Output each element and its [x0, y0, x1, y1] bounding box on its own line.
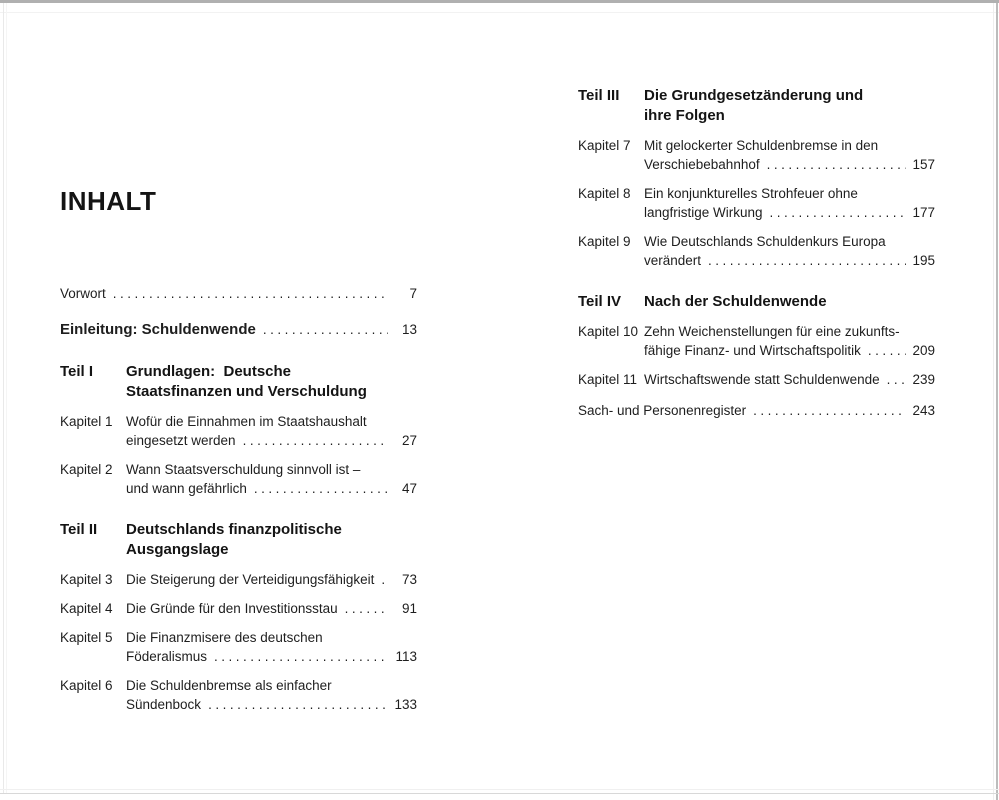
- page-number: 157: [912, 157, 935, 172]
- dot-leader: [868, 341, 906, 360]
- dot-leader: [243, 431, 388, 450]
- chapter-title-line: Wofür die Einnahmen im Staatshaushalt: [126, 414, 367, 429]
- part-heading: [126, 520, 417, 560]
- toc-line: [644, 155, 935, 174]
- toc-part: [60, 520, 417, 560]
- chapter-label: Kapitel 5: [60, 630, 113, 645]
- chapter-title-line: Mit gelockerter Schuldenbremse in den: [644, 138, 879, 153]
- toc-chapter: [578, 232, 935, 270]
- chapter-label: Kapitel 3: [60, 572, 113, 587]
- toc-chapter: [578, 184, 935, 222]
- toc-column-left: [60, 186, 417, 724]
- toc-line: [126, 431, 417, 450]
- chapter-body: [126, 460, 417, 498]
- dot-leader: [214, 647, 388, 666]
- entry-title: Einleitung: Schuldenwende: [60, 321, 256, 338]
- part-heading-line: Nach der Schuldenwende: [644, 293, 827, 310]
- chapter-label: Kapitel 1: [60, 414, 113, 429]
- chapter-title-line: Wie Deutschlands Schuldenkurs Europa: [644, 234, 886, 249]
- chapter-title-line: Die Finanzmisere des deutschen: [126, 630, 323, 645]
- page-number: 209: [912, 343, 935, 358]
- entry-title: Wirtschaftswende statt Schuldenwende: [644, 372, 880, 387]
- toc-line: [644, 341, 935, 360]
- toc-chapter: [60, 570, 417, 589]
- frame-top-inner-edge: [0, 12, 999, 13]
- dot-leader: [708, 251, 906, 270]
- entry-title: Sündenbock: [126, 697, 202, 712]
- page-number: 113: [395, 649, 417, 664]
- page-number: 239: [912, 372, 935, 387]
- dot-leader: [767, 155, 906, 174]
- chapter-label: Kapitel 10: [578, 324, 639, 339]
- toc-chapter: [60, 628, 417, 666]
- toc-line: [644, 370, 935, 389]
- entry-title: Verschiebebahnhof: [644, 157, 760, 172]
- chapter-title-line: Ein konjunkturelles Strohfeuer ohne: [644, 186, 858, 201]
- toc-line: [126, 599, 417, 618]
- toc-line: [126, 647, 417, 666]
- chapter-label: Kapitel 9: [578, 234, 631, 249]
- toc-chapter: [60, 676, 417, 714]
- dot-leader: [753, 401, 906, 420]
- dot-leader: [254, 479, 388, 498]
- entry-title: Die Steigerung der Verteidigungsfähigkeit: [126, 572, 375, 587]
- frame-right-edge: [996, 3, 998, 800]
- toc-chapter: [578, 370, 935, 389]
- dot-leader: [381, 570, 388, 589]
- toc-line: [126, 695, 417, 714]
- dot-leader: [113, 284, 388, 303]
- chapter-body: [126, 628, 417, 666]
- chapter-label: Kapitel 4: [60, 601, 113, 616]
- chapter-label: Kapitel 6: [60, 678, 113, 693]
- part-heading-line: Ausgangslage: [126, 541, 229, 558]
- chapter-body: [644, 370, 935, 389]
- chapter-label: Kapitel 11: [578, 372, 638, 387]
- toc-entry: [578, 401, 935, 420]
- page-title: INHALT: [60, 186, 157, 216]
- page-number: 7: [409, 286, 417, 301]
- chapter-body: [644, 136, 935, 174]
- entry-title: Sach- und Personenregister: [578, 403, 747, 418]
- part-heading: [126, 362, 417, 402]
- part-heading: [644, 86, 935, 126]
- toc-line: [644, 203, 935, 222]
- part-heading: [644, 292, 935, 312]
- page-number: 195: [912, 253, 935, 268]
- chapter-body: [644, 232, 935, 270]
- chapter-title-line: Zehn Weichenstellungen für eine zukunfts-: [644, 324, 900, 339]
- toc-line: [126, 570, 417, 589]
- frame-top-edge: [0, 0, 999, 3]
- toc-line: [578, 401, 935, 420]
- entry-title: Die Gründe für den Investitionsstau: [126, 601, 338, 616]
- page-number: 177: [912, 205, 935, 220]
- frame-right-inner-edge: [993, 3, 994, 800]
- entry-title: langfristige Wirkung: [644, 205, 763, 220]
- entry-title: verändert: [644, 253, 702, 268]
- toc-column-right: [578, 86, 935, 437]
- frame-left-edge: [3, 3, 4, 794]
- part-heading-line: Die Grundgesetzänderung und: [644, 87, 864, 104]
- toc-chapter: [578, 322, 935, 360]
- toc-chapter: [60, 412, 417, 450]
- entry-title: Föderalismus: [126, 649, 208, 664]
- dot-leader: [208, 695, 388, 714]
- page-number: 243: [912, 403, 935, 418]
- part-heading-line: Grundlagen: Deutsche: [126, 363, 292, 380]
- chapter-body: [126, 676, 417, 714]
- toc-entry: [60, 284, 417, 303]
- dot-leader: [263, 320, 388, 339]
- toc-part: [60, 362, 417, 402]
- toc-line: [60, 284, 417, 303]
- part-heading-line: Deutschlands finanzpolitische: [126, 521, 342, 538]
- page-number: 73: [401, 572, 417, 587]
- entry-title: und wann gefährlich: [126, 481, 247, 496]
- toc-line: [60, 320, 417, 340]
- dot-leader: [770, 203, 906, 222]
- chapter-label: Kapitel 2: [60, 462, 113, 477]
- chapter-body: [126, 412, 417, 450]
- chapter-title-line: Wann Staatsverschuldung sinnvoll ist –: [126, 462, 361, 477]
- chapter-body: [126, 570, 417, 589]
- toc-entry: [60, 320, 417, 340]
- dot-leader: [887, 370, 906, 389]
- toc-chapter: [60, 460, 417, 498]
- page-number: 13: [401, 322, 417, 337]
- chapter-title-line: Die Schuldenbremse als einfacher: [126, 678, 332, 693]
- toc-line: [126, 479, 417, 498]
- part-label: Teil III: [578, 87, 620, 104]
- entry-title: fähige Finanz- und Wirtschaftspolitik: [644, 343, 861, 358]
- chapter-body: [644, 322, 935, 360]
- page-number: 91: [401, 601, 417, 616]
- frame-bottom-inner-edge: [0, 789, 999, 790]
- frame-left-inner-edge: [6, 3, 7, 794]
- chapter-label: Kapitel 7: [578, 138, 631, 153]
- toc-chapter: [60, 599, 417, 618]
- part-heading-line: ihre Folgen: [644, 107, 725, 124]
- part-label: Teil IV: [578, 293, 622, 310]
- part-heading-line: Staatsfinanzen und Verschuldung: [126, 383, 367, 400]
- toc-chapter: [578, 136, 935, 174]
- dot-leader: [345, 599, 388, 618]
- entry-title: eingesetzt werden: [126, 433, 236, 448]
- page-number: 47: [401, 481, 417, 496]
- chapter-label: Kapitel 8: [578, 186, 631, 201]
- page-number: 27: [401, 433, 417, 448]
- chapter-body: [126, 599, 417, 618]
- chapter-body: [644, 184, 935, 222]
- toc-part: [578, 86, 935, 126]
- page-number: 133: [394, 697, 417, 712]
- entry-title: Vorwort: [60, 286, 106, 301]
- toc-part: [578, 292, 935, 312]
- part-label: Teil I: [60, 363, 94, 380]
- part-label: Teil II: [60, 521, 98, 538]
- toc-line: [644, 251, 935, 270]
- frame-bottom-edge: [0, 793, 999, 794]
